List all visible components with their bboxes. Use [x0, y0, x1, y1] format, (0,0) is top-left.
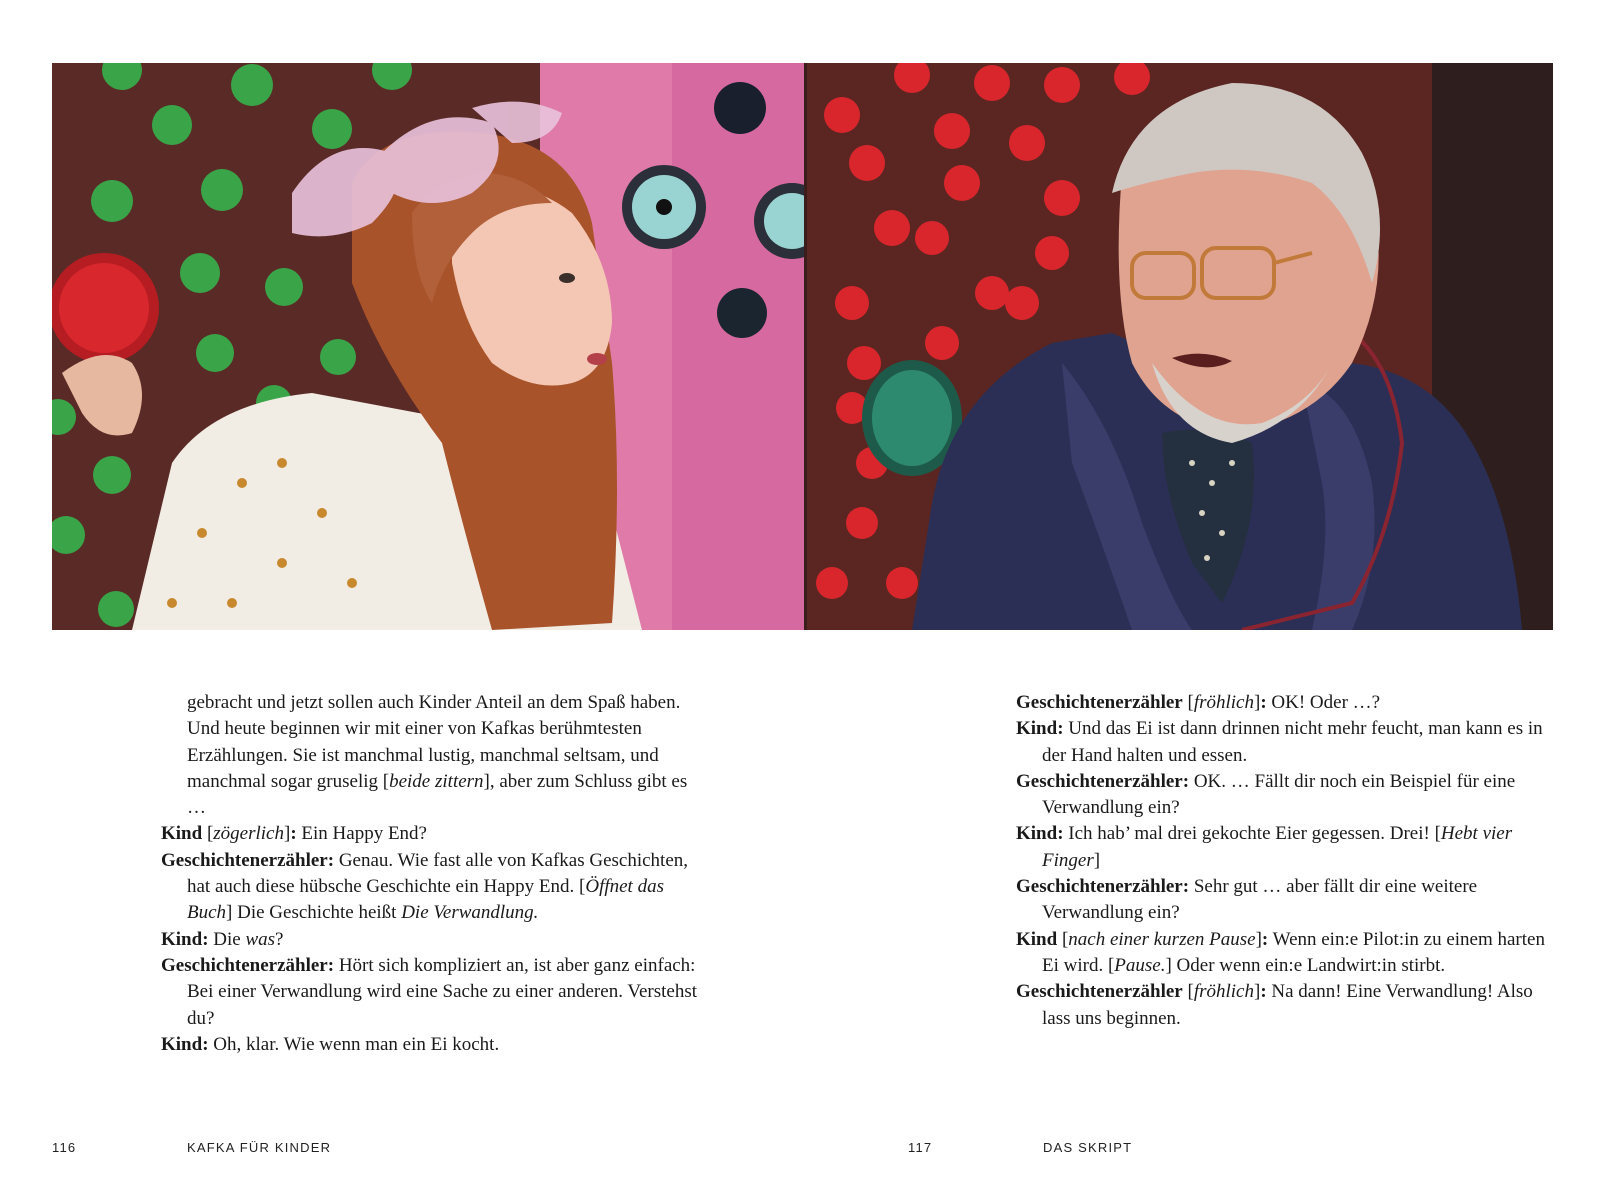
- stage-direction: Die Verwandlung.: [401, 902, 539, 924]
- stage-direction: nach einer kurzen Pause: [1068, 928, 1256, 950]
- dialogue-text: Genau. Wie fast alle von Kafkas Geschichten, hat auch diese hübsche Geschichte ein Happy End. [: [187, 849, 689, 898]
- page-number: 116: [52, 1140, 77, 1155]
- stage-direction: zögerlich: [213, 823, 284, 845]
- script-line: [1016, 979, 1561, 1032]
- dialogue-text: ] Oder wenn ein:e Landwirt:in stirbt.: [1165, 954, 1446, 976]
- speaker-name: :: [290, 823, 297, 845]
- dialogue-text: Die: [208, 928, 246, 950]
- speaker-name: Kind: [161, 823, 203, 845]
- stage-direction: fröhlich: [1193, 692, 1254, 713]
- running-head: KAFKA FÜR KINDER: [187, 1140, 332, 1155]
- dialogue-text: Hört sich kompliziert an, ist aber ganz einfach: Bei einer Verwandlung wird eine Sache zu einer anderen. Verstehst du?: [187, 954, 698, 1029]
- speaker-name: Geschichtenerzähler:: [161, 954, 335, 976]
- stage-direction: Öffnet das Buch: [187, 876, 664, 924]
- script-line: [1016, 769, 1561, 822]
- dialogue-text: Ich hab’ mal drei gekochte Eier gegessen. Drei! [: [1063, 823, 1441, 845]
- speaker-name: Geschichtenerzähler: [1016, 692, 1183, 713]
- speaker-name: Kind:: [161, 928, 209, 950]
- dialogue-text: Oh, klar. Wie wenn man ein Ei kocht.: [208, 1033, 500, 1055]
- script-line: [161, 821, 701, 847]
- dialogue-text: [: [1057, 928, 1069, 950]
- dialogue-text: ]: [1253, 692, 1261, 713]
- script-line: [161, 690, 701, 821]
- speaker-name: :: [1260, 981, 1267, 1003]
- speaker-name: Geschichtenerzähler: [1016, 981, 1183, 1003]
- page-number: 117: [908, 1140, 933, 1155]
- dialogue-text: OK. … Fällt dir noch ein Beispiel für eine Verwandlung ein?: [1042, 770, 1516, 819]
- stage-photo-spread: [52, 63, 1553, 630]
- running-head: DAS SKRIPT: [1043, 1140, 1133, 1155]
- dialogue-text: OK! Oder …?: [1266, 692, 1381, 713]
- stage-direction: Hebt vier Finger: [1042, 823, 1513, 871]
- dialogue-text: Und das Ei ist dann drinnen nicht mehr feucht, man kann es in der Hand halten und essen.: [1042, 718, 1543, 766]
- script-line: [1016, 716, 1561, 769]
- script-line: [1016, 821, 1561, 874]
- dialogue-text: ] Die Geschichte heißt: [226, 902, 402, 924]
- photo-girl-with-bow: [52, 63, 830, 630]
- script-line: [1016, 927, 1561, 980]
- script-line: [161, 927, 701, 953]
- script-line: [1016, 690, 1561, 716]
- speaker-name: Geschichtenerzähler:: [161, 849, 335, 871]
- dialogue-text: ]: [1253, 981, 1261, 1003]
- stage-direction: was: [245, 928, 276, 950]
- script-line: [161, 953, 701, 1032]
- dialogue-text: ]: [1093, 849, 1101, 871]
- dialogue-text: gebracht und jetzt sollen auch Kinder Anteil an dem Spaß haben. Und heute beginnen wir mit einer von Kafkas berühmtesten Erzählungen. Sie ist manchmal lustig, manchmal seltsam, und manchmal sogar gruselig [: [187, 692, 681, 792]
- dialogue-text: Sehr gut … aber fällt dir eine weitere Verwandlung ein?: [1042, 876, 1478, 924]
- speaker-name: Geschichtenerzähler:: [1016, 770, 1190, 792]
- dialogue-text: ], aber zum Schluss gibt es …: [187, 770, 688, 819]
- speaker-name: :: [1261, 928, 1269, 950]
- dialogue-text: [: [1182, 981, 1194, 1003]
- stage-direction: fröhlich: [1193, 981, 1254, 1003]
- dialogue-text: ]: [284, 823, 291, 845]
- speaker-name: Kind:: [1016, 823, 1064, 845]
- script-line: [1016, 874, 1561, 927]
- script-line: [161, 1032, 701, 1058]
- right-page-script: [1016, 690, 1561, 1032]
- dialogue-text: Wenn ein:e Pilot:in zu einem harten Ei wird. [: [1042, 928, 1545, 976]
- photo-storyteller-man: [807, 63, 1553, 630]
- dialogue-text: ]: [1255, 928, 1262, 950]
- script-line: [161, 848, 701, 927]
- stage-photos: [52, 63, 1553, 630]
- stage-direction: Pause.: [1114, 954, 1166, 976]
- stage-direction: beide zittern: [389, 770, 484, 792]
- speaker-name: :: [1260, 692, 1267, 713]
- dialogue-text: [: [202, 823, 214, 845]
- speaker-name: Kind:: [1016, 718, 1064, 740]
- dialogue-text: [: [1182, 692, 1194, 713]
- dialogue-text: Na dann! Eine Verwandlung! Also lass uns beginnen.: [1042, 981, 1533, 1029]
- speaker-name: Kind:: [161, 1033, 209, 1055]
- dialogue-text: ?: [275, 928, 284, 950]
- speaker-name: Geschichtenerzähler:: [1016, 876, 1190, 898]
- left-page-script: [161, 690, 701, 1058]
- dialogue-text: Ein Happy End?: [296, 823, 427, 845]
- speaker-name: Kind: [1016, 928, 1058, 950]
